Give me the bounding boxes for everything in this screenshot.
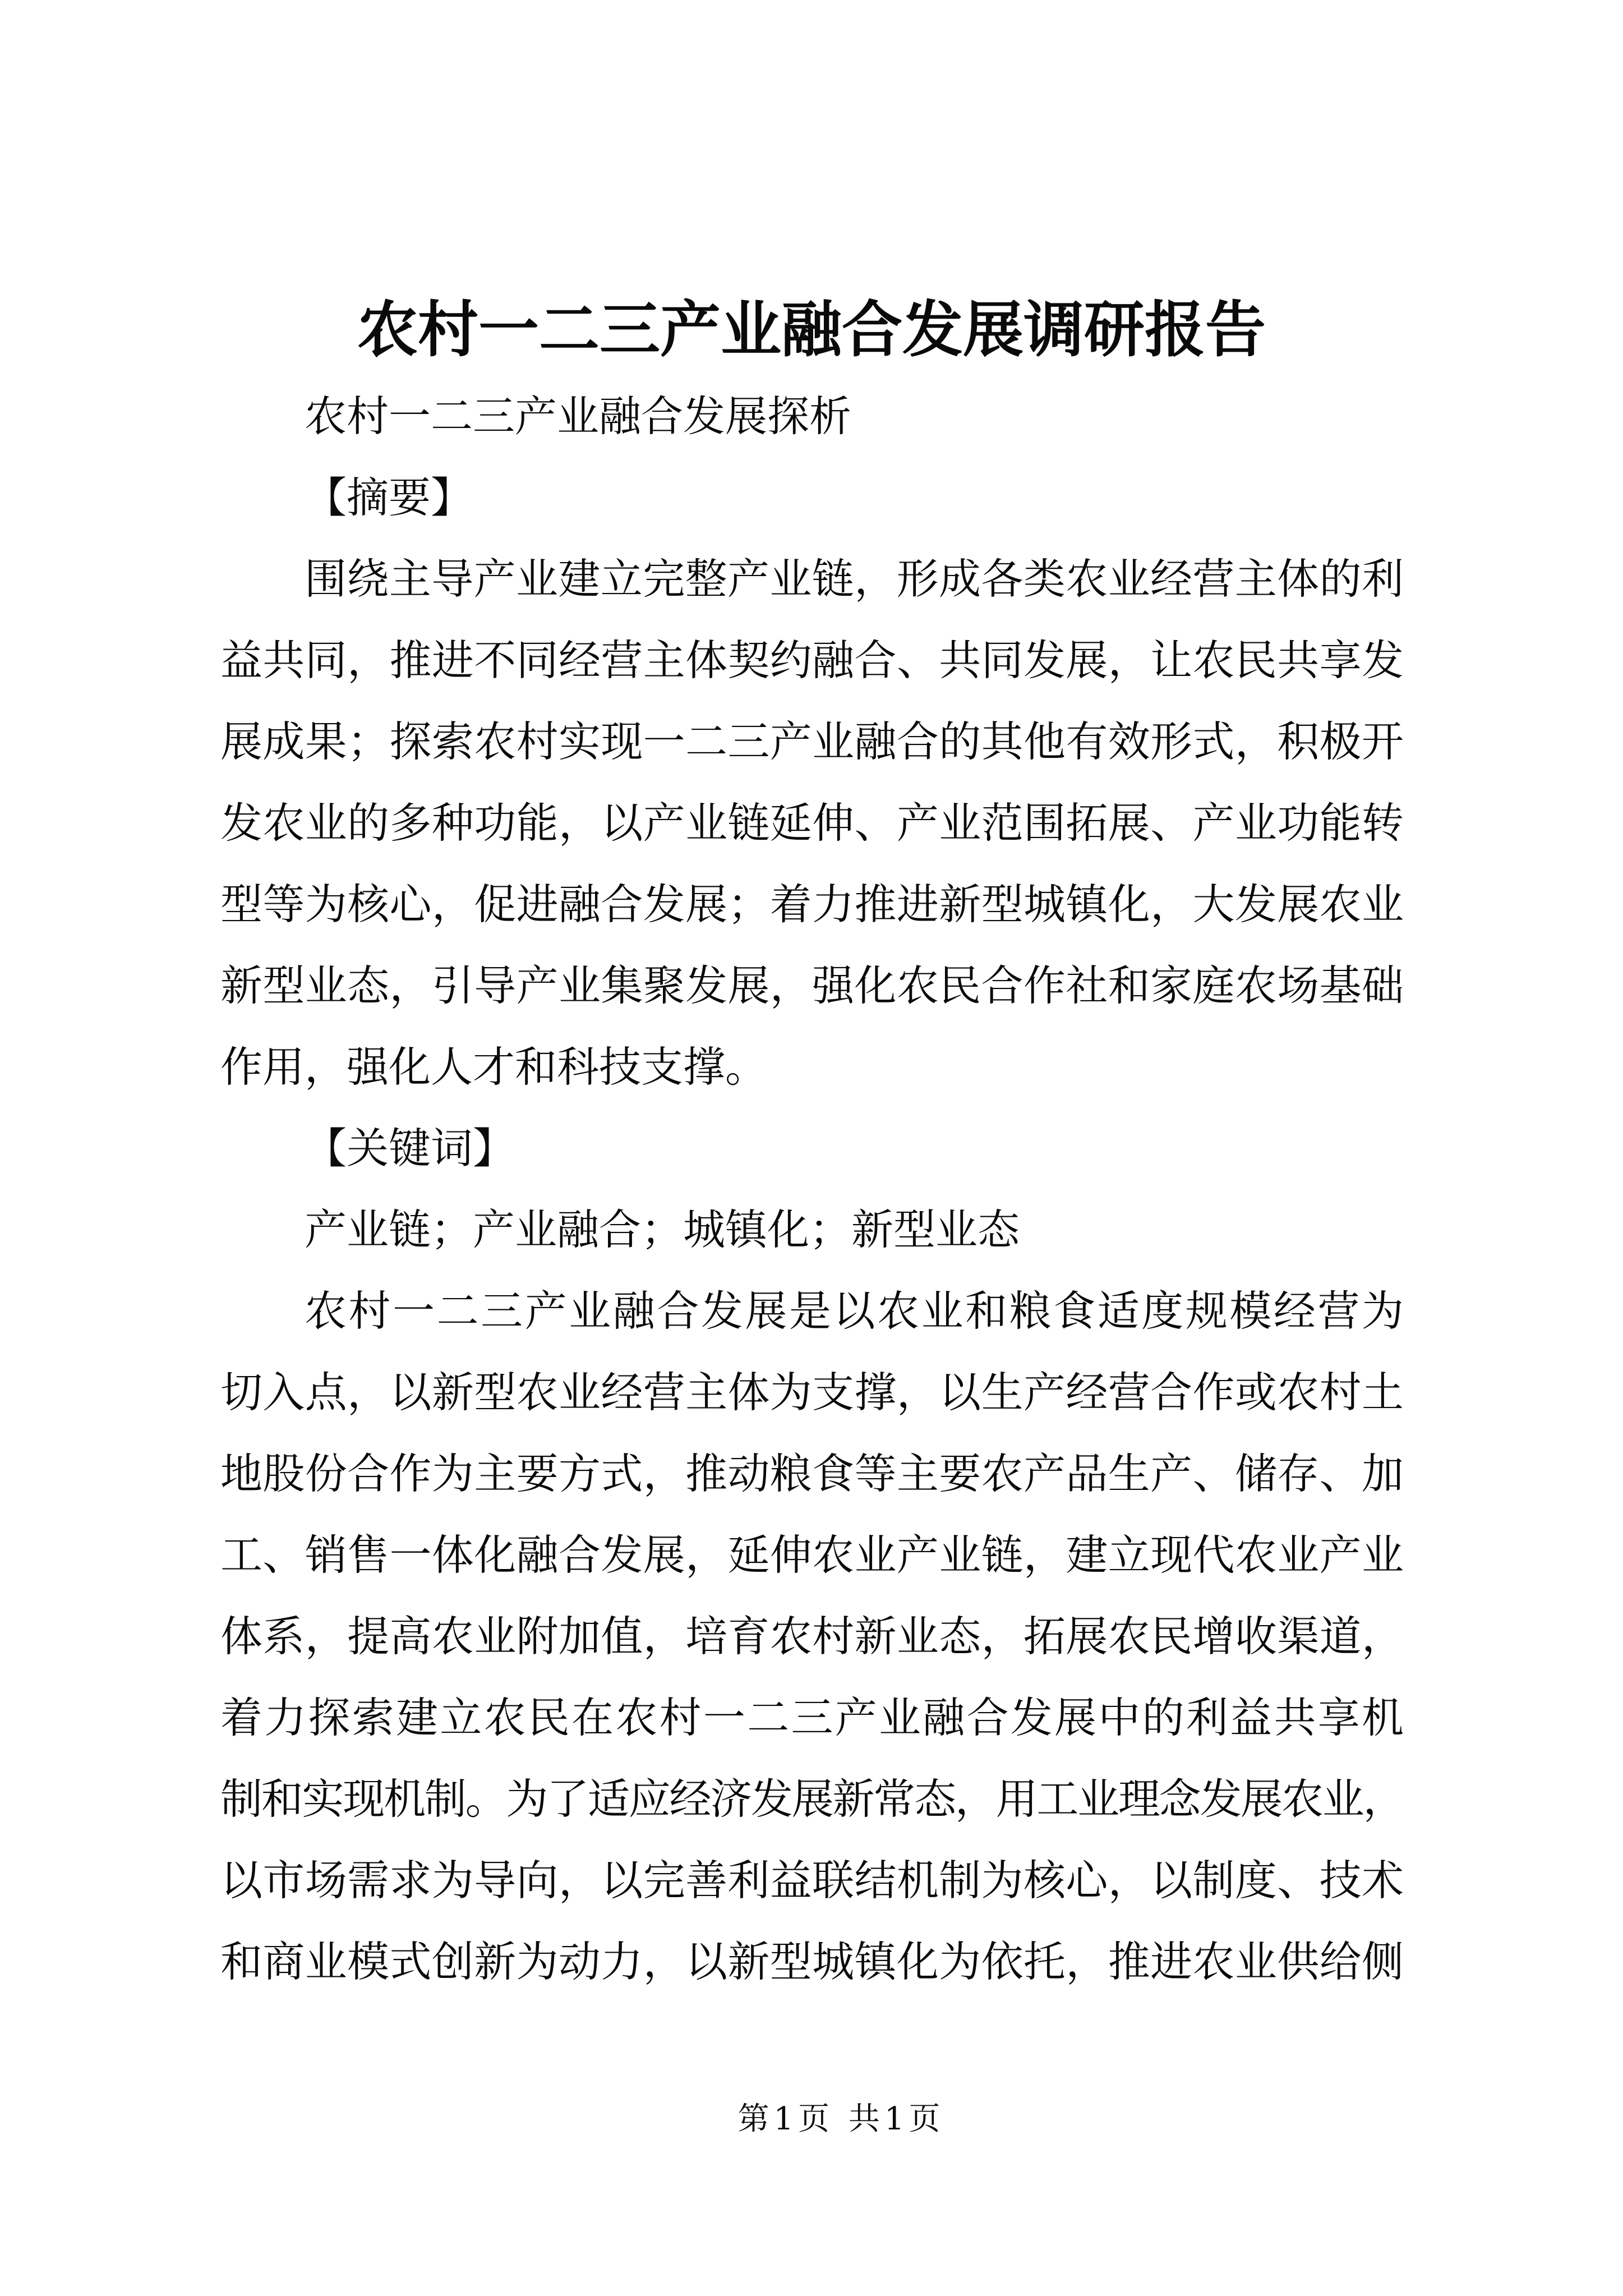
body-line: 以市场需求为导向，以完善利益联结机制为核心，以制度、技术 — [220, 1856, 1404, 1905]
body-line: 和商业模式创新为动力，以新型城镇化为依托，推进农业供给侧 — [220, 1937, 1404, 1986]
abstract-heading: 【摘要】 — [305, 473, 473, 522]
keywords-heading: 【关键词】 — [305, 1124, 515, 1173]
abstract-line: 发农业的多种功能，以产业链延伸、产业范围拓展、产业功能转 — [220, 798, 1404, 848]
abstract-line: 益共同，推进不同经营主体契约融合、共同发展，让农民共享发 — [220, 636, 1404, 685]
document-body — [220, 376, 1404, 2003]
subtitle: 农村一二三产业融合发展探析 — [305, 392, 852, 441]
body-line: 农村一二三产业融合发展是以农业和粮食适度规模经营为 — [305, 1286, 1404, 1336]
document-title: 农村一二三产业融合发展调研报告 — [357, 295, 1266, 365]
keywords-text: 产业链；产业融合；城镇化；新型业态 — [305, 1205, 1020, 1254]
abstract-line: 围绕主导产业建立完整产业链，形成各类农业经营主体的利 — [305, 554, 1404, 604]
body-line: 体系，提高农业附加值，培育农村新业态，拓展农民增收渠道， — [220, 1612, 1404, 1661]
body-line: 地股份合作为主要方式，推动粮食等主要农产品生产、储存、加 — [220, 1449, 1404, 1498]
page-number: 第1页 共1页 — [737, 2101, 945, 2137]
abstract-line: 新型业态，引导产业集聚发展，强化农民合作社和家庭农场基础 — [220, 961, 1404, 1010]
abstract-line: 型等为核心，促进融合发展；着力推进新型城镇化，大发展农业 — [220, 880, 1404, 929]
body-line: 切入点，以新型农业经营主体为支撑，以生产经营合作或农村土 — [220, 1368, 1404, 1417]
abstract-line: 展成果；探索农村实现一二三产业融合的其他有效形式，积极开 — [220, 717, 1404, 766]
abstract-line: 作用，强化人才和科技支撑。 — [220, 1042, 768, 1092]
body-line: 着力探索建立农民在农村一二三产业融合发展中的利益共享机 — [220, 1693, 1404, 1742]
body-line: 工、销售一体化融合发展，延伸农业产业链，建立现代农业产业 — [220, 1530, 1404, 1580]
body-line: 制和实现机制。为了适应经济发展新常态，用工业理念发展农业， — [220, 1774, 1404, 1824]
